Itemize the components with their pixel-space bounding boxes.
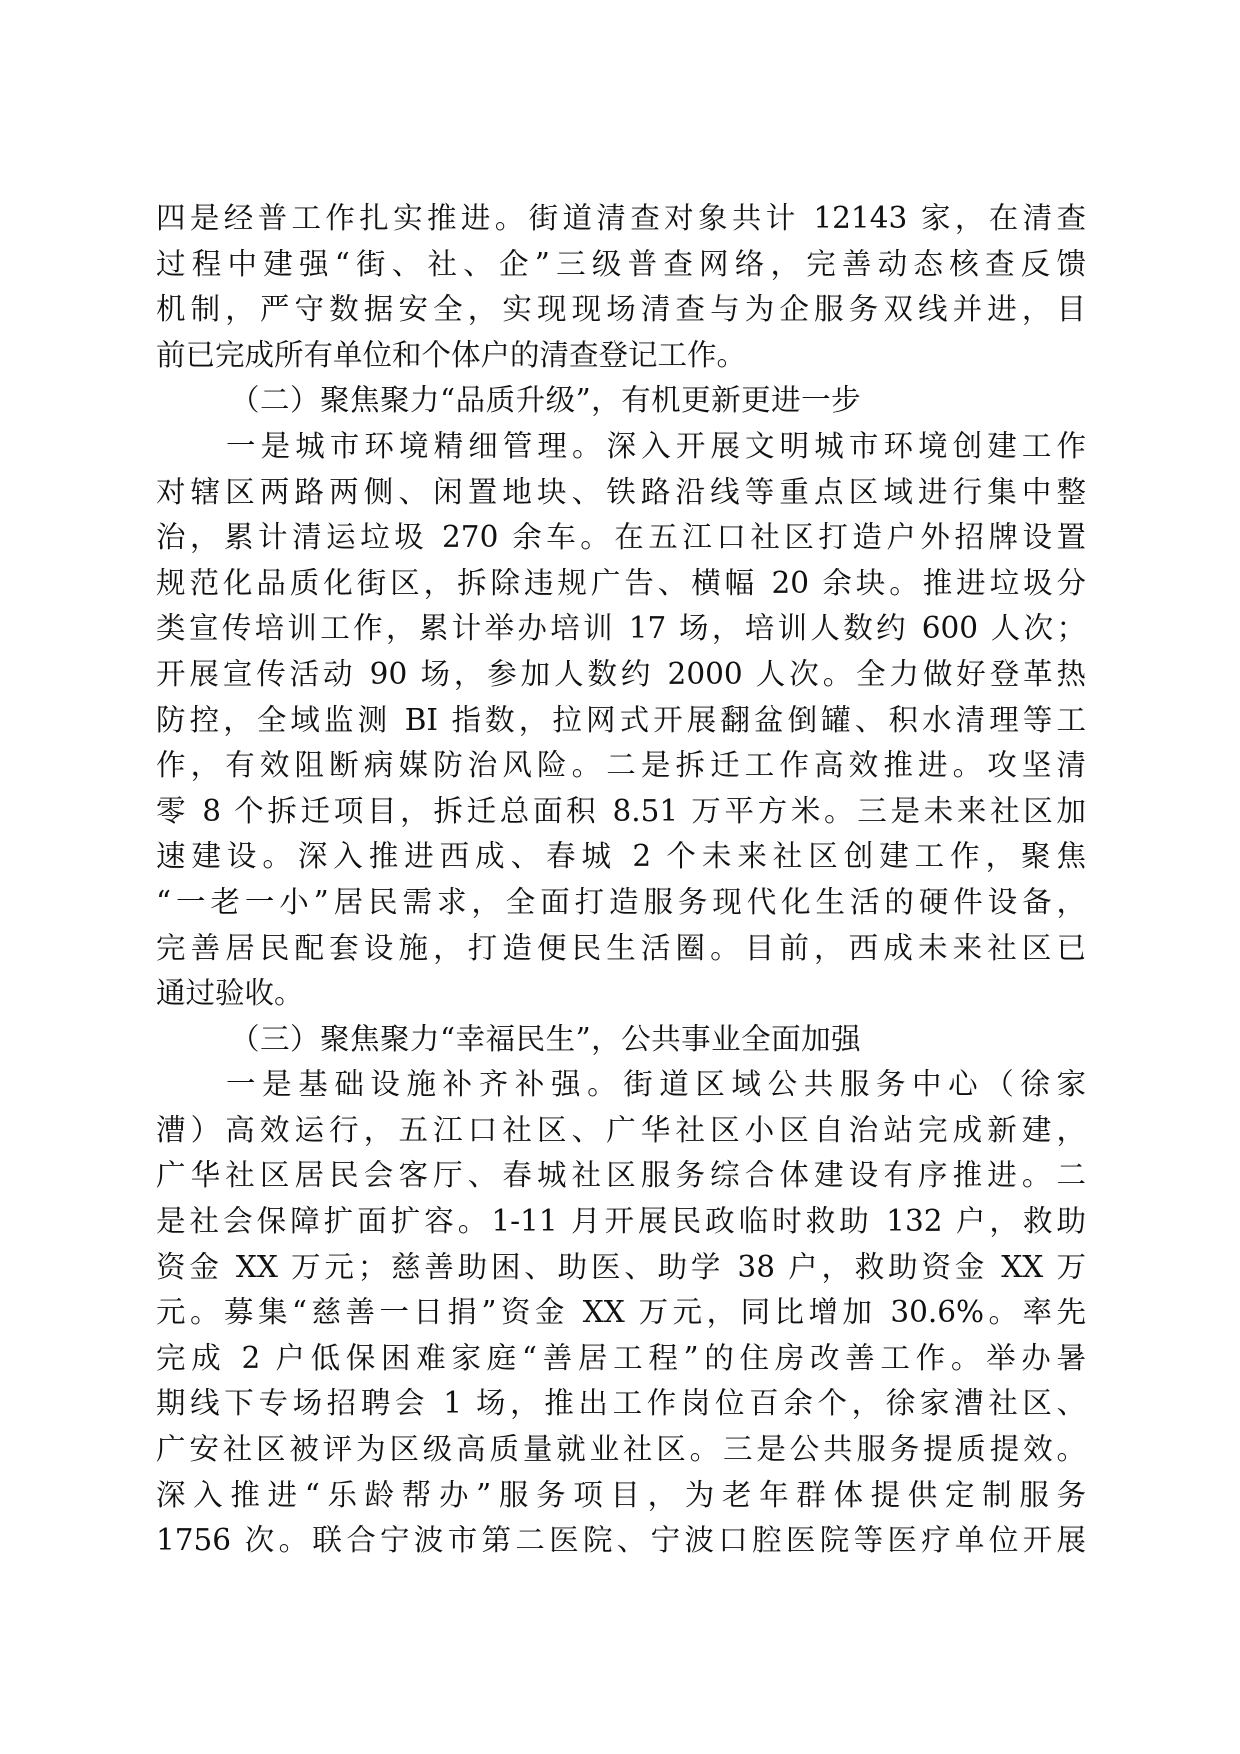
text-line: 速建设。深入推进西成、春城 2 个未来社区创建工作，聚焦: [156, 839, 1086, 874]
text-line: 广安社区被评为区级高质量就业社区。三是公共服务提质提效。: [156, 1432, 1086, 1467]
text-line: “一老一小”居民需求，全面打造服务现代化生活的硬件设备，: [156, 884, 1086, 919]
text-line: 治，累计清运垃圾 270 余车。在五江口社区打造户外招牌设置: [156, 520, 1086, 555]
text-line: 资金 XX 万元；慈善助困、助医、助学 38 户，救助资金 XX 万: [156, 1249, 1086, 1284]
text-line: 规范化品质化街区，拆除违规广告、横幅 20 余块。推进垃圾分: [156, 565, 1086, 600]
text-line: 一是城市环境精细管理。深入开展文明城市环境创建工作: [226, 428, 1086, 463]
document-body: [156, 196, 1086, 1564]
text-line: 是社会保障扩面扩容。1-11 月开展民政临时救助 132 户，救助: [156, 1204, 1086, 1239]
text-line: 对辖区两路两侧、闲置地块、铁路沿线等重点区域进行集中整: [156, 474, 1086, 509]
text-line: 防控，全域监测 BI 指数，拉网式开展翻盆倒罐、积水清理等工: [156, 702, 1086, 737]
text-line: 完成 2 户低保困难家庭“善居工程”的住房改善工作。举办暑: [156, 1340, 1086, 1375]
text-line: 一是基础设施补齐补强。街道区域公共服务中心（徐家: [226, 1067, 1086, 1102]
text-line: 元。募集“慈善一日捐”资金 XX 万元，同比增加 30.6%。率先: [156, 1295, 1086, 1330]
text-line: 期线下专场招聘会 1 场，推出工作岗位百余个，徐家漕社区、: [156, 1386, 1086, 1421]
heading-text: （三）聚焦聚力“幸福民生”，公共事业全面加强: [230, 1021, 862, 1056]
paragraph-census-work: [156, 196, 1086, 378]
text-line: 完善居民配套设施，打造便民生活圈。目前，西成未来社区已: [156, 930, 1086, 965]
paragraph-public-welfare: [156, 1062, 1086, 1564]
text-line: 漕）高效运行，五江口社区、广华社区小区自治站完成新建，: [156, 1112, 1086, 1147]
section-heading-3: [156, 1017, 1086, 1063]
heading-text: （二）聚焦聚力“品质升级”，有机更新更进一步: [230, 383, 862, 418]
text-line: 四是经普工作扎实推进。街道清查对象共计 12143 家，在清查: [156, 201, 1086, 235]
section-heading-2: [156, 378, 1086, 424]
text-line: 通过验收。: [156, 976, 304, 1011]
paragraph-urban-environment: [156, 424, 1086, 1017]
text-line: 类宣传培训工作，累计举办培训 17 场，培训人数约 600 人次；: [156, 611, 1086, 646]
text-line: 1756 次。联合宁波市第二医院、宁波口腔医院等医疗单位开展: [156, 1523, 1086, 1558]
text-line: 开展宣传活动 90 场，参加人数约 2000 人次。全力做好登革热: [156, 656, 1086, 691]
text-line: 广华社区居民会客厅、春城社区服务综合体建设有序推进。二: [156, 1158, 1086, 1193]
text-line: 深入推进“乐龄帮办”服务项目，为老年群体提供定制服务: [156, 1477, 1086, 1512]
text-line: 零 8 个拆迁项目，拆迁总面积 8.51 万平方米。三是未来社区加: [156, 793, 1086, 828]
text-line: 机制，严守数据安全，实现现场清查与为企服务双线并进，目: [156, 292, 1086, 327]
text-line: 作，有效阻断病媒防治风险。二是拆迁工作高效推进。攻坚清: [156, 748, 1086, 783]
text-line: 前已完成所有单位和个体户的清查登记工作。: [156, 337, 747, 372]
text-line: 过程中建强“街、社、企”三级普查网络，完善动态核查反馈: [156, 246, 1086, 281]
